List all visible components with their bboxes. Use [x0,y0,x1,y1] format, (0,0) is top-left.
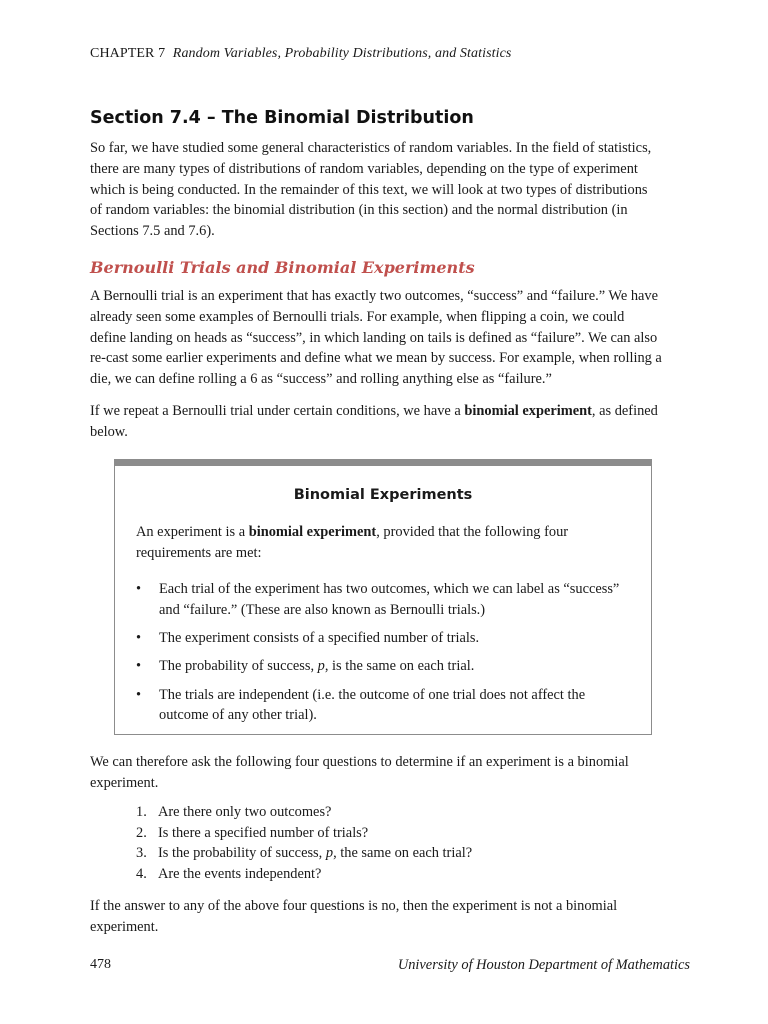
bullet-glyph: • [136,630,142,647]
question-number: 1. [136,804,147,820]
definition-box-title: Binomial Experiments [293,487,473,503]
questions-list [136,802,472,884]
math-variable: p [325,845,334,861]
definition-box [114,459,652,735]
text-run: Are there only two outcomes? [158,804,332,820]
question-item [136,864,472,885]
requirement-item [136,579,636,621]
section-title: Section 7.4 – The Binomial Distribution [90,108,474,128]
binomial-intro-paragraph [90,401,662,443]
question-number: 2. [136,824,147,841]
text-run: , is the same on each trial. [324,658,475,675]
requirements-list [136,579,636,734]
text-run: The experiment consists of a specified number of trials. [159,630,480,647]
text-run: The probability of success, [159,658,318,675]
text-run: If we repeat a Bernoulli trial under certain conditions, we have a [90,403,465,419]
text-run: Is the probability of success, [158,845,326,861]
question-item [136,823,472,844]
text-run: Each trial of the experiment has two outcomes, which we can label as “success” and “failure.” (These are also known as Bernoulli trials.) [159,581,620,618]
text-run: , provided that the following four requirements are met: [136,524,569,561]
question-number: 3. [136,845,147,861]
text-run: The trials are independent (i.e. the outcome of one trial does not affect the outcome of any other trial). [159,686,586,724]
chapter-title: Random Variables, Probability Distributions, and Statistics [172,46,512,61]
bullet-glyph: • [136,686,142,703]
question-number: 4. [136,865,147,882]
bernoulli-paragraph: A Bernoulli trial is an experiment that has exactly two outcomes, “success” and “failure.” We have already seen some examples of Bernoulli trials. For example, when flipping a coin, we could define landing on heads as “success”, in which landing on tails is defined as “failure”. We can also re-cast some earlier experiments and define what we mean by success. For example, when rolling a die, we can define rolling a 6 as “success” and rolling anything else as “failure.” [90,288,662,388]
chapter-label: CHAPTER 7 [90,46,166,61]
running-header [90,46,511,62]
text-run: Is there a specified number of trials? [158,824,369,841]
subsection-title: Bernoulli Trials and Binomial Experiments [90,258,475,277]
bullet-glyph: • [136,581,142,597]
bullet-glyph: • [136,658,142,675]
math-variable: p [317,658,325,675]
requirement-item [136,685,636,727]
question-item [136,843,472,864]
requirement-item [136,656,636,677]
text-run: Are the events independent? [158,865,322,882]
text-run: , as defined below. [90,403,658,440]
requirement-item [136,628,636,649]
questions-intro-paragraph: We can therefore ask the following four questions to determine if an experiment is a binomial experiment. [90,754,629,791]
bold-term: binomial experiment [248,524,377,540]
text-run: , the same on each trial? [333,845,473,861]
definition-intro [136,522,616,564]
conclusion-paragraph: If the answer to any of the above four questions is no, then the experiment is not a binomial experiment. [90,898,618,935]
intro-paragraph: So far, we have studied some general characteristics of random variables. In the field of statistics, there are many types of distributions of random variables, depending on the type of experiment which is being conducted. In the remainder of this text, we will look at two types of distributions of random variables: the binomial distribution (in this section) and the normal distribution (in Sections 7.5 and 7.6). [90,140,652,240]
question-item [136,802,472,823]
bold-term: binomial experiment [464,403,592,419]
page-number: 478 [90,957,111,972]
text-run: An experiment is a [136,524,249,540]
footer-institution: University of Houston Department of Mathematics [397,957,690,973]
